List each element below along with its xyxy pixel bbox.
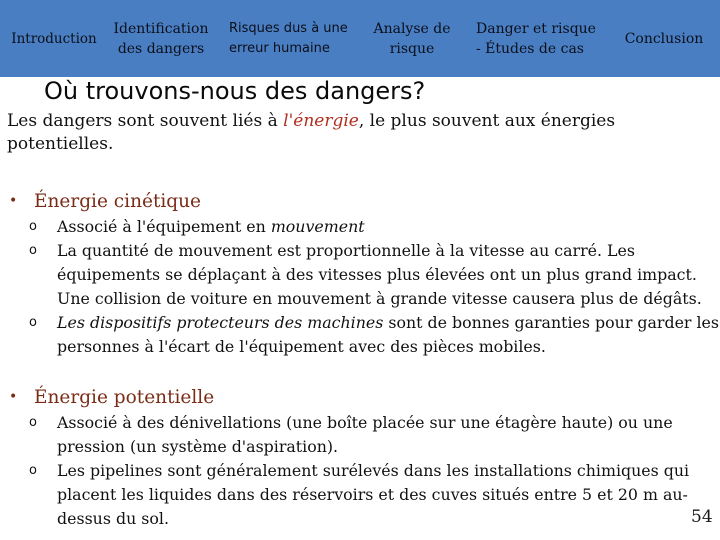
tab-conclusion-label: Conclusion <box>624 30 704 47</box>
list-item: o La quantité de mouvement est proportionnelle à la vitesse au carré. Les équipements se déplaçant à des vitesses plus élevées ont un plus grand impact. Une collision de voiture en mouvement à grande vitesse causera plus de dégâts. <box>29 241 702 308</box>
slide-title: Où trouvons-nous des dangers? <box>44 77 426 105</box>
kinetic-energy-list <box>29 215 719 359</box>
tab-identification-des-dangers[interactable] <box>106 0 216 77</box>
list-item: o Associé à l'équipement en mouvement <box>29 215 719 239</box>
tab-introduction-label: Introduction <box>11 30 97 47</box>
tab-analyse-label: Analyse de risque <box>373 20 451 57</box>
section-heading-kinetic-energy: • Énergie cinétique <box>9 191 201 212</box>
sub-bullet-icon: o <box>29 315 37 330</box>
section-heading-potential-energy: • Énergie potentielle <box>9 387 215 408</box>
navigation-bar <box>0 0 720 77</box>
list-item: o Associé à des dénivellations (une boîte placée sur une étagère haute) ou une pression (un système d'aspiration). <box>29 413 673 456</box>
tab-danger-et-risque-etudes-de-cas[interactable] <box>468 0 603 77</box>
intro-paragraph: Les dangers sont souvent liés à l'énergie, le plus souvent aux énergies potentielles. <box>7 111 616 154</box>
tab-analyse-de-risque[interactable] <box>362 0 462 77</box>
potential-energy-list <box>29 411 719 531</box>
bullet-icon: • <box>9 389 18 405</box>
tab-introduction[interactable] <box>0 0 108 77</box>
tab-identification-label: Identification des dangers <box>113 20 209 57</box>
energy-term: l'énergie <box>283 111 359 131</box>
tab-danger-label: Danger et risque - Études de cas <box>476 20 596 57</box>
sub-bullet-icon: o <box>29 243 37 258</box>
page-number: 54 <box>691 507 713 527</box>
tab-risques-erreur-humaine[interactable] <box>220 0 360 77</box>
tab-conclusion[interactable] <box>608 0 720 77</box>
list-item: o Les dispositifs protecteurs des machines sont de bonnes garanties pour garder les personnes à l'écart de l'équipement avec des pièces mobiles. <box>29 313 720 356</box>
sub-bullet-icon: o <box>29 415 37 430</box>
sub-bullet-icon: o <box>29 463 37 478</box>
list-item: o Les pipelines sont généralement surélevés dans les installations chimiques qui placent les liquides dans des réservoirs et des cuves situés entre 5 et 20 m au-dessus du sol. <box>29 461 690 528</box>
tab-risques-label: Risques dus à une erreur humaine <box>229 20 348 56</box>
bullet-icon: • <box>9 193 18 209</box>
sub-bullet-icon: o <box>29 219 37 234</box>
